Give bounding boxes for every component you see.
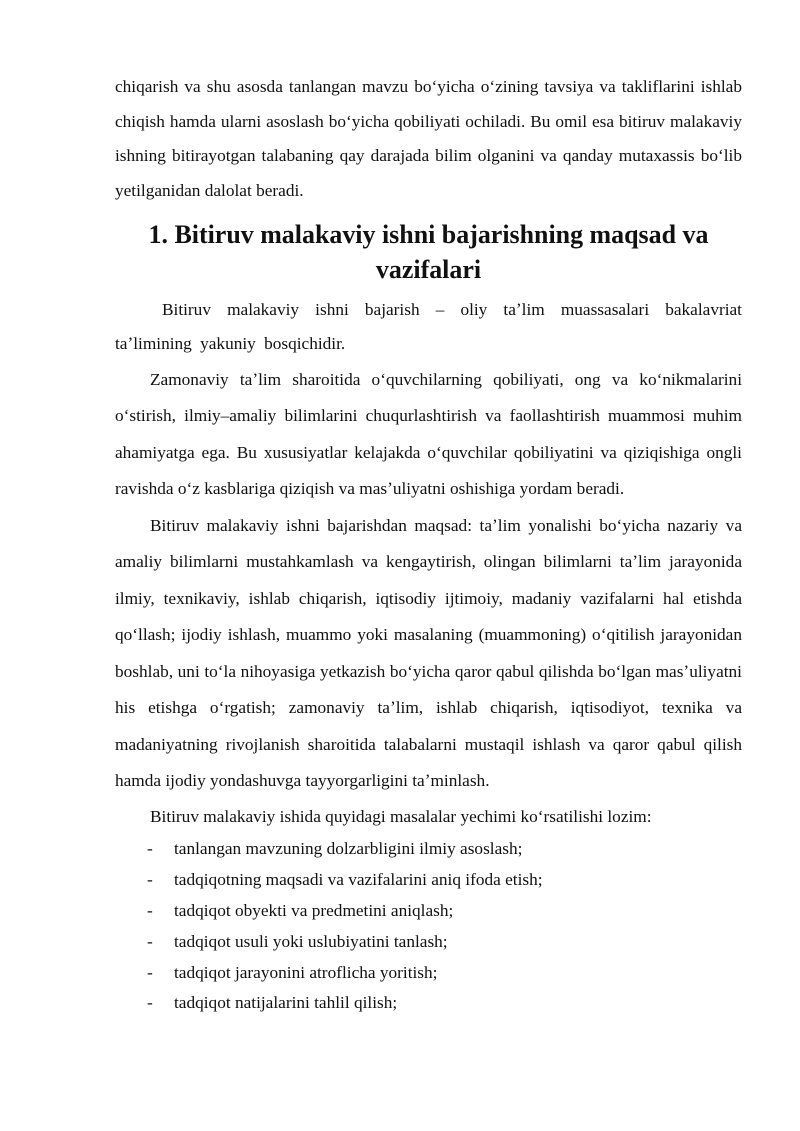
document-page xyxy=(115,70,742,1019)
list-item xyxy=(115,834,742,865)
list-item-text: tadqiqot usuli yoki uslubiyatini tanlash; xyxy=(174,931,448,951)
list-dash: - xyxy=(147,839,153,859)
list-item-text: tadqiqotning maqsadi va vazifalarini aniq ifoda etish; xyxy=(174,870,543,890)
goal-paragraph: Bitiruv malakaviy ishni bajarishdan maqsad: taʼlim yonalishi boʻyicha nazariy va amaliy bilimlarni mustahkamlash va kengaytirish, olingan bilimlarni taʼlim jarayonida ilmiy, texnikaviy, ishlab chiqarish, iqtisodiy ijtimoiy, madaniy vazifalarni hal etishda qoʻllash; ijodiy ishlash, muammo yoki masalaning (muammoning) oʻqitilish jarayonidan boshlab, uni toʻla nihoyasiga yetkazish boʻyicha qaror qabul qilishda boʻlgan masʼuliyatni his etishga oʻrgatish; zamonaviy taʼlim, ishlab chiqarish, iqtisodiyot, texnika va madaniyatning rivojlanish sharoitida talabalarni mustaqil ishlash va qaror qabul qilish hamda ijodiy yondashuvga tayyorgarligini taʼminlash. xyxy=(115,515,742,791)
tasks-list xyxy=(115,834,742,1019)
section-heading: 1. Bitiruv malakaviy ishni bajarishning maqsad va vazifalari xyxy=(148,220,709,284)
list-item xyxy=(115,927,742,958)
list-item-text: tanlangan mavzuning dolzarbligini ilmiy asoslash; xyxy=(174,839,523,859)
list-item-text: tadqiqot jarayonini atroflicha yoritish; xyxy=(174,962,438,982)
list-dash: - xyxy=(147,962,153,982)
list-dash: - xyxy=(147,900,153,920)
list-item xyxy=(115,958,742,989)
list-item xyxy=(115,988,742,1019)
list-dash: - xyxy=(147,931,153,951)
list-dash: - xyxy=(147,870,153,890)
modern-education-paragraph: Zamonaviy taʼlim sharoitida oʻquvchilarning qobiliyati, ong va koʻnikmalarini oʻstirish, ilmiy–amaliy bilimlarini chuqurlashtirish va faollashtirish muammosi muhim ahamiyatga ega. Bu xususiyatlar kelajakda oʻquvchilar qobiliyatini va qiziqishiga ongli ravishda oʻz kasblariga qiziqish va masʼuliyatni oshishiga yordam beradi. xyxy=(115,369,742,499)
intro-paragraph: chiqarish va shu asosda tanlangan mavzu boʻyicha oʻzining tavsiya va takliflarini ishlab chiqish hamda ularni asoslash boʻyicha qobiliyati ochiladi. Bu omil esa bitiruv malakaviy ishning bitirayotgan talabaning qay darajada bilim olganini va qanday mutaxassis boʻlib yetilganidan dalolat beradi. xyxy=(115,77,742,200)
tasks-intro-paragraph: Bitiruv malakaviy ishida quyidagi masalalar yechimi koʻrsatilishi lozim: xyxy=(150,806,652,826)
list-item-text: tadqiqot obyekti va predmetini aniqlash; xyxy=(174,900,454,920)
list-item xyxy=(115,896,742,927)
definition-paragraph: Bitiruv malakaviy ishni bajarish – oliy taʼlim muassasalari bakalavriat taʼlimining yakuniy bosqichidir. xyxy=(115,299,742,354)
list-item-text: tadqiqot natijalarini tahlil qilish; xyxy=(174,993,398,1013)
list-dash: - xyxy=(147,993,153,1013)
list-item xyxy=(115,865,742,896)
